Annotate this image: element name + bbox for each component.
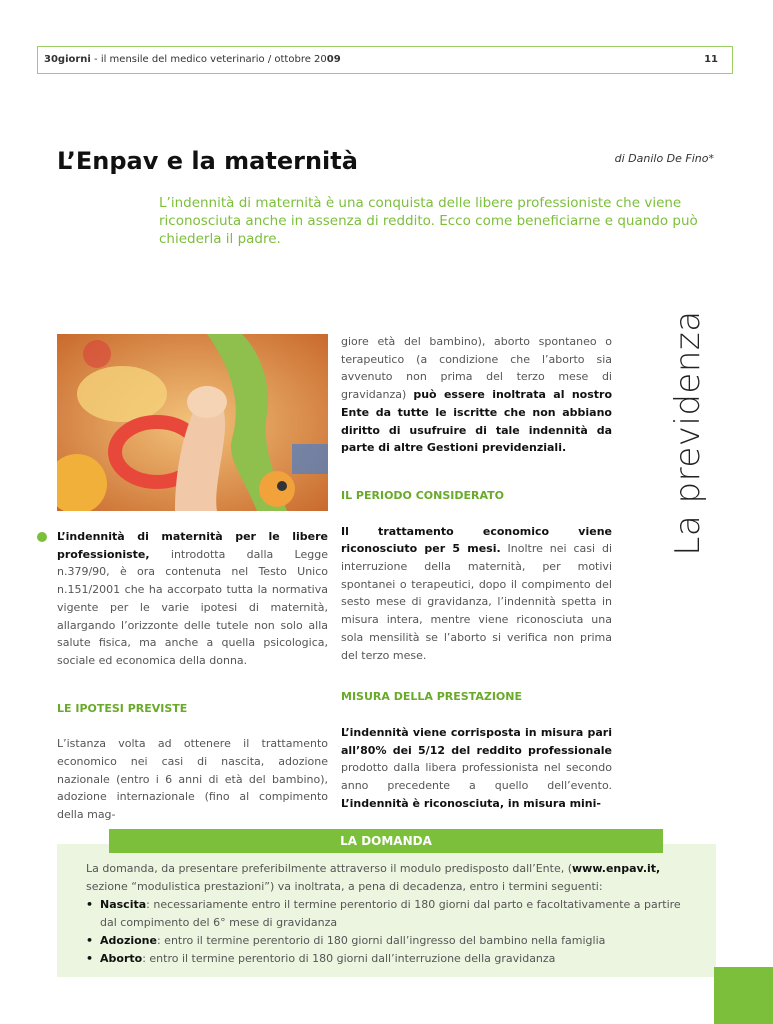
list-item-label: Aborto: [100, 952, 143, 965]
baby-hand-photo: [57, 334, 328, 511]
page-number: 11: [704, 54, 718, 65]
list-item-label: Adozione: [100, 934, 157, 947]
page-header: [37, 46, 733, 74]
column-right: [341, 333, 612, 812]
photo-illustration: [57, 334, 328, 511]
misura-bold-2: L’indennità è riconosciuta, in misura mini-: [341, 796, 601, 810]
list-item-nascita: [86, 896, 691, 932]
enpav-link[interactable]: www.enpav.it,: [572, 862, 661, 875]
misura-text: prodotto dalla libera professionista nel secondo anno precedente a quello dell’evento.: [341, 761, 612, 793]
list-item-text: : entro il termine perentorio di 180 giorni dall’ingresso del bambino nella famiglia: [156, 934, 606, 947]
article-title: L’Enpav e la maternità: [57, 147, 358, 175]
periodo-text: Inoltre nei casi di interruzione della maternità, per motivi spontanei o terapeutici, dopo il compimento del sesto mese di gravidanza, l’indennità spetta in misura intera, mentre viene riconosciuta una sola mensilità se l’aborto si verifica non prima del terzo mese.: [341, 542, 612, 662]
misura-bold: L’indennità viene corrisposta in misura pari all’80% dei 5/12 del reddito professionale: [341, 725, 612, 757]
magazine-subtitle: - il mensile del medico veterinario / ottobre 20: [90, 54, 327, 65]
heading-periodo: IL PERIODO CONSIDERATO: [341, 488, 505, 502]
domanda-intro-text-2: sezione “modulistica prestazioni”) va inoltrata, a pena di decadenza, entro i termini seguenti:: [86, 880, 603, 893]
paragraph-eligibility: [341, 333, 612, 457]
section-label-vertical: [648, 309, 728, 556]
article-author: di Danilo De Fino*: [614, 152, 714, 165]
list-item-adozione: [86, 932, 691, 950]
corner-decoration: [714, 967, 773, 1024]
list-item-label: Nascita: [100, 898, 147, 911]
article-lead: L’indennità di maternità è una conquista delle libere professioniste che viene riconosciuta anche in assenza di reddito. Ecco come beneficiarne e quando può chiederla il padre.: [159, 195, 698, 247]
paragraph-periodo: [341, 523, 612, 665]
magazine-name: 30giorni: [44, 54, 91, 65]
bullet-dot: [37, 532, 47, 542]
header-magazine-line: [44, 54, 341, 65]
domanda-intro: [86, 860, 691, 896]
list-item-aborto: [86, 950, 691, 968]
heading-ipotesi: LE IPOTESI PREVISTE: [57, 701, 188, 715]
list-item-text: : necessariamente entro il termine perentorio di 180 giorni dal parto e facoltativamente a partire dal compimento del 6° mese di gravidanza: [100, 898, 681, 929]
eligibility-text: giore età del bambino), aborto spontaneo o terapeutico (a condizione che l’aborto sia avvenuto non prima del terzo mese di gravidanza): [341, 335, 612, 402]
intro-paragraph: [57, 528, 328, 670]
paragraph-ipotesi: L’istanza volta ad ottenere il trattamento economico nei casi di nascita, adozione nazionale (entro i 6 anni di età del bambino), adozione internazionale (fino al compimento della mag-: [57, 737, 328, 822]
domanda-list: [86, 896, 691, 968]
intro-text: introdotta dalla Legge n.379/90, è ora contenuta nel Testo Unico n.151/2001 che ha accorpato tutta la normativa vigente per le varie ipotesi di maternità, allargando l’orizzonte delle tutele non solo alla salute fisica, ma anche a quella psicologica, sociale ed economica della donna.: [57, 547, 328, 667]
section-label-text: La previdenza: [668, 309, 708, 556]
magazine-year-suffix: 09: [326, 54, 341, 65]
list-item-text: : entro il termine perentorio di 180 giorni dall’interruzione della gravidanza: [142, 952, 556, 965]
eligibility-bold: può essere inoltrata al nostro Ente da tutte le iscritte che non abbiano diritto di usufruire di tale indennità da parte di altre Gestioni previdenziali.: [341, 388, 612, 455]
paragraph-misura: [341, 724, 612, 813]
column-left: [57, 528, 328, 824]
heading-misura: MISURA DELLA PRESTAZIONE: [341, 690, 522, 704]
domanda-intro-text: La domanda, da presentare preferibilmente attraverso il modulo predisposto dall’Ente, (: [86, 862, 572, 875]
domanda-box-body: [86, 860, 691, 968]
domanda-box-title: LA DOMANDA: [109, 829, 663, 853]
periodo-bold: Il trattamento economico viene riconosciuto per 5 mesi.: [341, 524, 612, 556]
intro-bold: L’indennità di maternità per le libere professioniste,: [57, 530, 328, 561]
